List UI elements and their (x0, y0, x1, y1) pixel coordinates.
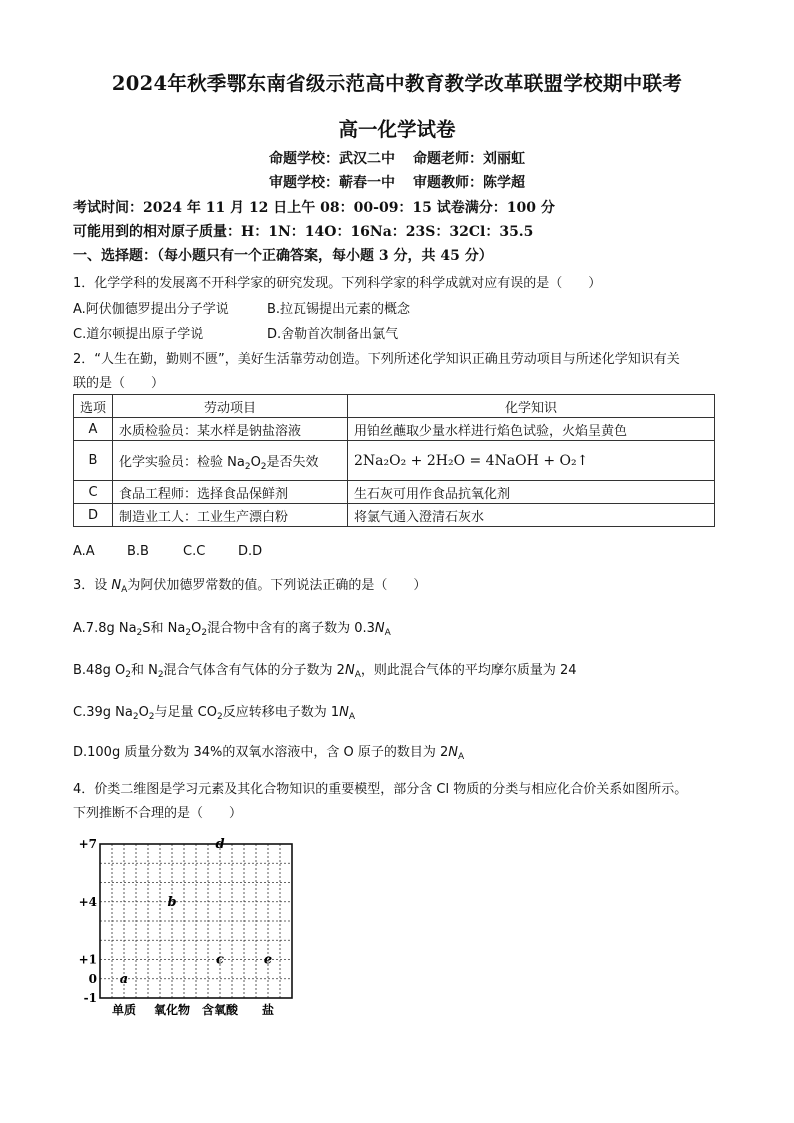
y-tick-label: 0 (88, 971, 97, 986)
q2-table (73, 394, 715, 527)
section-heading: 一、选择题：（每小题只有一个正确答案，每小题 3 分，共 45 分） (73, 248, 493, 264)
table-header: 劳动项目 (113, 395, 348, 418)
table-cell-task: 化学实验员：检验 $Na_2O_2$是否失效 (113, 441, 348, 481)
question-1-stem: 1．化学学科的发展离不开科学家的研究发现。下列科学家的科学成就对应有误的是（ ） (73, 276, 602, 291)
question-2-stem-line1: 2．“人生在勤，勤则不匮”，美好生活靠劳动创造。下列所述化学知识正确且劳动项目与所述化学知识有关 (73, 352, 680, 367)
chart-grid (100, 844, 292, 998)
table-cell-task: 食品工程师：选择食品保鲜剂 (113, 481, 348, 504)
data-point-e: e (263, 952, 273, 968)
table-row (74, 481, 715, 504)
table-cell-knowledge: 用铂丝蘸取少量水样进行焰色试验，火焰呈黄色 (348, 418, 715, 441)
q1-option-a: A.阿伏伽德罗提出分子学说 (73, 302, 229, 317)
q1-option-b: B.拉瓦锡提出元素的概念 (267, 302, 411, 317)
table-row (74, 418, 715, 441)
proposing-school: 命题学校：武汉二中 (269, 151, 395, 167)
reviewing-school: 审题学校：蕲春一中 (269, 175, 395, 191)
table-cell-knowledge: 将氯气通入澄清石灰水 (348, 504, 715, 527)
x-tick-label: 氧化物 (153, 1003, 191, 1017)
y-tick-label: -1 (83, 991, 97, 1005)
data-point-c: c (216, 952, 224, 968)
data-point-b: b (167, 894, 177, 910)
q3-option-c: C.39g $Na_2O_2$与足量 $CO_2$反应转移电子数为 $1N_A$ (73, 705, 356, 722)
q2-answer-a: A.A (73, 544, 95, 559)
data-point-d: d (215, 837, 225, 852)
table-cell-option: D (74, 504, 113, 527)
x-tick-label: 含氧酸 (201, 1003, 239, 1017)
x-tick-label: 盐 (261, 1003, 275, 1017)
table-cell-task: 制造业工人：工业生产漂白粉 (113, 504, 348, 527)
question-4-stem-line1: 4．价类二维图是学习元素及其化合物知识的重要模型，部分含 Cl 物质的分类与相应化合价关系如图所示。 (73, 782, 688, 797)
y-tick-label: +7 (78, 837, 97, 851)
exam-title: 2024年秋季鄂东南省级示范高中教育教学改革联盟学校期中联考 (111, 72, 683, 95)
y-tick-label: +1 (78, 952, 97, 967)
q3-option-b: B.48g $O_2$和 $N_2$混合气体含有气体的分子数为 $2N_A$，则此混合气体的平均摩尔质量为 24 (73, 663, 577, 680)
table-cell-knowledge: 2Na₂O₂ + 2H₂O = 4NaOH + O₂↑ (348, 441, 715, 481)
author-line-2 (0, 172, 794, 192)
table-header-row (74, 395, 715, 418)
q1-option-d: D.舍勒首次制备出氯气 (267, 327, 399, 342)
chart-x-ticks (112, 1002, 274, 1017)
author-line-1 (0, 148, 794, 168)
table-row (74, 504, 715, 527)
table-cell-option: C (74, 481, 113, 504)
q2-answer-d: D.D (238, 544, 263, 559)
q2-answer-b: B.B (127, 544, 149, 559)
chart-y-ticks (79, 837, 97, 1005)
table-header: 化学知识 (348, 395, 715, 418)
q1-option-c: C.道尔顿提出原子学说 (73, 327, 204, 342)
y-tick-label: +4 (78, 894, 97, 909)
question-4-stem-line2: 下列推断不合理的是（ ） (73, 806, 243, 821)
question-2-stem-line2: 联的是（ ） (73, 376, 165, 391)
reviewing-teacher: 审题教师：陈学超 (413, 175, 525, 191)
table-cell-option: B (74, 441, 113, 481)
exam-subtitle: 高一化学试卷 (338, 118, 456, 141)
table-header: 选项 (74, 395, 113, 418)
proposing-teacher: 命题老师：刘丽虹 (413, 151, 525, 167)
exam-time: 考试时间：2024 年 11 月 12 日上午 08：00-09：15 试卷满分：100 分 (73, 200, 555, 216)
q3-option-d: D.100g 质量分数为 34%的双氧水溶液中，含 O 原子的数目为 $2N_A$ (73, 745, 465, 762)
table-cell-task: 水质检验员：某水样是钠盐溶液 (113, 418, 348, 441)
atomic-masses: 可能用到的相对原子质量：H：1N：14O：16Na：23S：32Cl：35.5 (73, 224, 534, 240)
valence-class-chart (70, 830, 310, 1020)
table-row (74, 441, 715, 481)
question-3-stem: 3．设 $N_A$为阿伏加德罗常数的值。下列说法正确的是（ ） (73, 578, 427, 595)
q2-answer-c: C.C (183, 544, 206, 559)
q3-option-a: A.7.8g $Na_2S$和 $Na_2O_2$混合物中含有的离子数为 $0.3N_A$ (73, 621, 391, 638)
table-cell-option: A (74, 418, 113, 441)
data-point-a: a (119, 971, 129, 987)
table-cell-knowledge: 生石灰可用作食品抗氧化剂 (348, 481, 715, 504)
x-tick-label: 单质 (111, 1003, 137, 1017)
